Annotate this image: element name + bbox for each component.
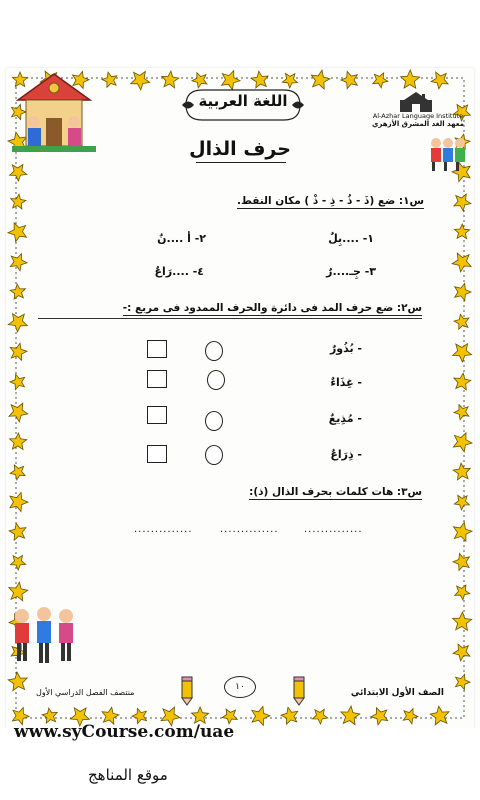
border-star	[8, 672, 27, 691]
kids-clipart-right	[426, 134, 470, 174]
border-star	[403, 709, 418, 724]
pencil-icon	[288, 676, 310, 706]
border-star	[9, 582, 28, 601]
q2-word-2: - غِذَاءٌ	[330, 376, 362, 389]
border-star	[10, 493, 28, 512]
border-star	[454, 405, 469, 420]
q1-item-3: ٣- جِـ....رٌ	[326, 265, 376, 278]
border-star	[453, 553, 469, 570]
q2-box-4[interactable]	[147, 445, 167, 463]
border-star	[9, 523, 26, 540]
term-label: منتصف الفصل الدراسي الأول	[36, 688, 135, 697]
border-star	[455, 283, 471, 300]
question-3-prompt	[249, 486, 422, 498]
q3-blank-3[interactable]: ..............	[134, 524, 193, 535]
border-star	[455, 585, 470, 600]
border-star	[453, 644, 470, 661]
border-star	[341, 71, 357, 88]
border-star	[454, 373, 471, 390]
question-1-text: س١: ضع (ذَ - ذُ - ذِ - ذْ ) مكان النقط.	[236, 195, 424, 207]
institute-name	[372, 112, 464, 128]
border-star	[11, 555, 26, 570]
question-2-text: س٢: ضع حرف المد فى دائرة والحرف الممدود فى مربع :-	[122, 302, 422, 314]
border-star	[162, 71, 179, 88]
q2-word-1: - بُذُورٌ	[329, 342, 362, 355]
border-star	[10, 284, 25, 299]
border-star	[401, 70, 420, 88]
border-star	[10, 465, 25, 480]
border-star	[311, 70, 330, 89]
border-star	[10, 254, 27, 271]
school-kids-clipart	[8, 70, 100, 156]
border-star	[10, 165, 27, 182]
border-star	[371, 708, 388, 725]
border-star	[10, 343, 27, 360]
q2-circle-1[interactable]	[205, 341, 223, 361]
q2-word-3: - مُذِيعٌ	[328, 412, 362, 425]
website-url: www.syCourse.com/uae	[14, 722, 235, 742]
title-underline	[196, 162, 286, 163]
border-star	[453, 522, 472, 541]
grade-label: الصف الأول الابتدائي	[350, 688, 444, 698]
border-star	[456, 674, 471, 689]
q2-circle-2[interactable]	[207, 370, 225, 390]
q2-box-2[interactable]	[147, 370, 167, 388]
border-star	[341, 706, 360, 725]
q2-circle-4[interactable]	[205, 445, 223, 465]
institute-name-ar: معهد الغد المشرق الأزهري	[371, 120, 464, 128]
border-star	[454, 194, 471, 211]
institute-logo	[398, 92, 434, 114]
pencil-icon	[176, 676, 198, 706]
border-star	[453, 344, 472, 362]
border-star	[8, 314, 27, 332]
border-star	[452, 253, 471, 272]
q3-blank-2[interactable]: ..............	[220, 524, 279, 535]
page-number: ١٠	[224, 676, 256, 698]
institute-name-en: Al-Azhar Language Institute	[372, 112, 464, 120]
lesson-title: حرف الذال	[189, 138, 291, 160]
kids-clipart-bottom-left	[8, 604, 80, 668]
border-star	[430, 706, 449, 725]
border-star	[8, 223, 27, 242]
q2-box-3[interactable]	[147, 406, 167, 424]
border-star	[11, 194, 26, 209]
border-star	[10, 374, 25, 389]
q2-word-4: - ذِرَاعٌ	[330, 448, 362, 461]
q2-box-1[interactable]	[147, 340, 167, 358]
q1-item-4: ٤- ....رَاعٌ	[154, 265, 204, 278]
border-star	[453, 433, 472, 452]
q1-item-1: ١- ....بِلٌ	[328, 232, 374, 245]
q3-blank-1[interactable]: ..............	[304, 524, 363, 535]
top-blank-area	[0, 0, 480, 64]
border-star	[131, 72, 150, 91]
q2-circle-3[interactable]	[205, 411, 223, 431]
question-3-text: س٣: هات كلمات بحرف الذال (ذ):	[249, 486, 422, 498]
border-star	[192, 707, 209, 723]
q1-item-2: ٢- أ ....نٌ	[157, 232, 206, 245]
border-star	[10, 433, 27, 450]
question-2-prompt	[123, 302, 422, 314]
border-star	[453, 463, 470, 480]
border-star	[454, 314, 469, 329]
border-star	[252, 706, 270, 725]
border-star	[431, 72, 448, 89]
border-star	[281, 707, 298, 724]
border-star	[102, 72, 117, 87]
border-star	[455, 224, 470, 239]
border-star	[313, 709, 328, 724]
border-star	[373, 73, 388, 88]
site-name: موقع المناهج	[88, 766, 168, 784]
subject-title: اللغة العربية	[198, 92, 288, 110]
border-star	[42, 708, 57, 723]
divider	[38, 318, 422, 319]
border-star	[453, 612, 472, 630]
border-line	[16, 78, 464, 718]
border-star	[454, 495, 469, 510]
border-star	[9, 403, 28, 422]
question-1-prompt	[237, 195, 424, 207]
